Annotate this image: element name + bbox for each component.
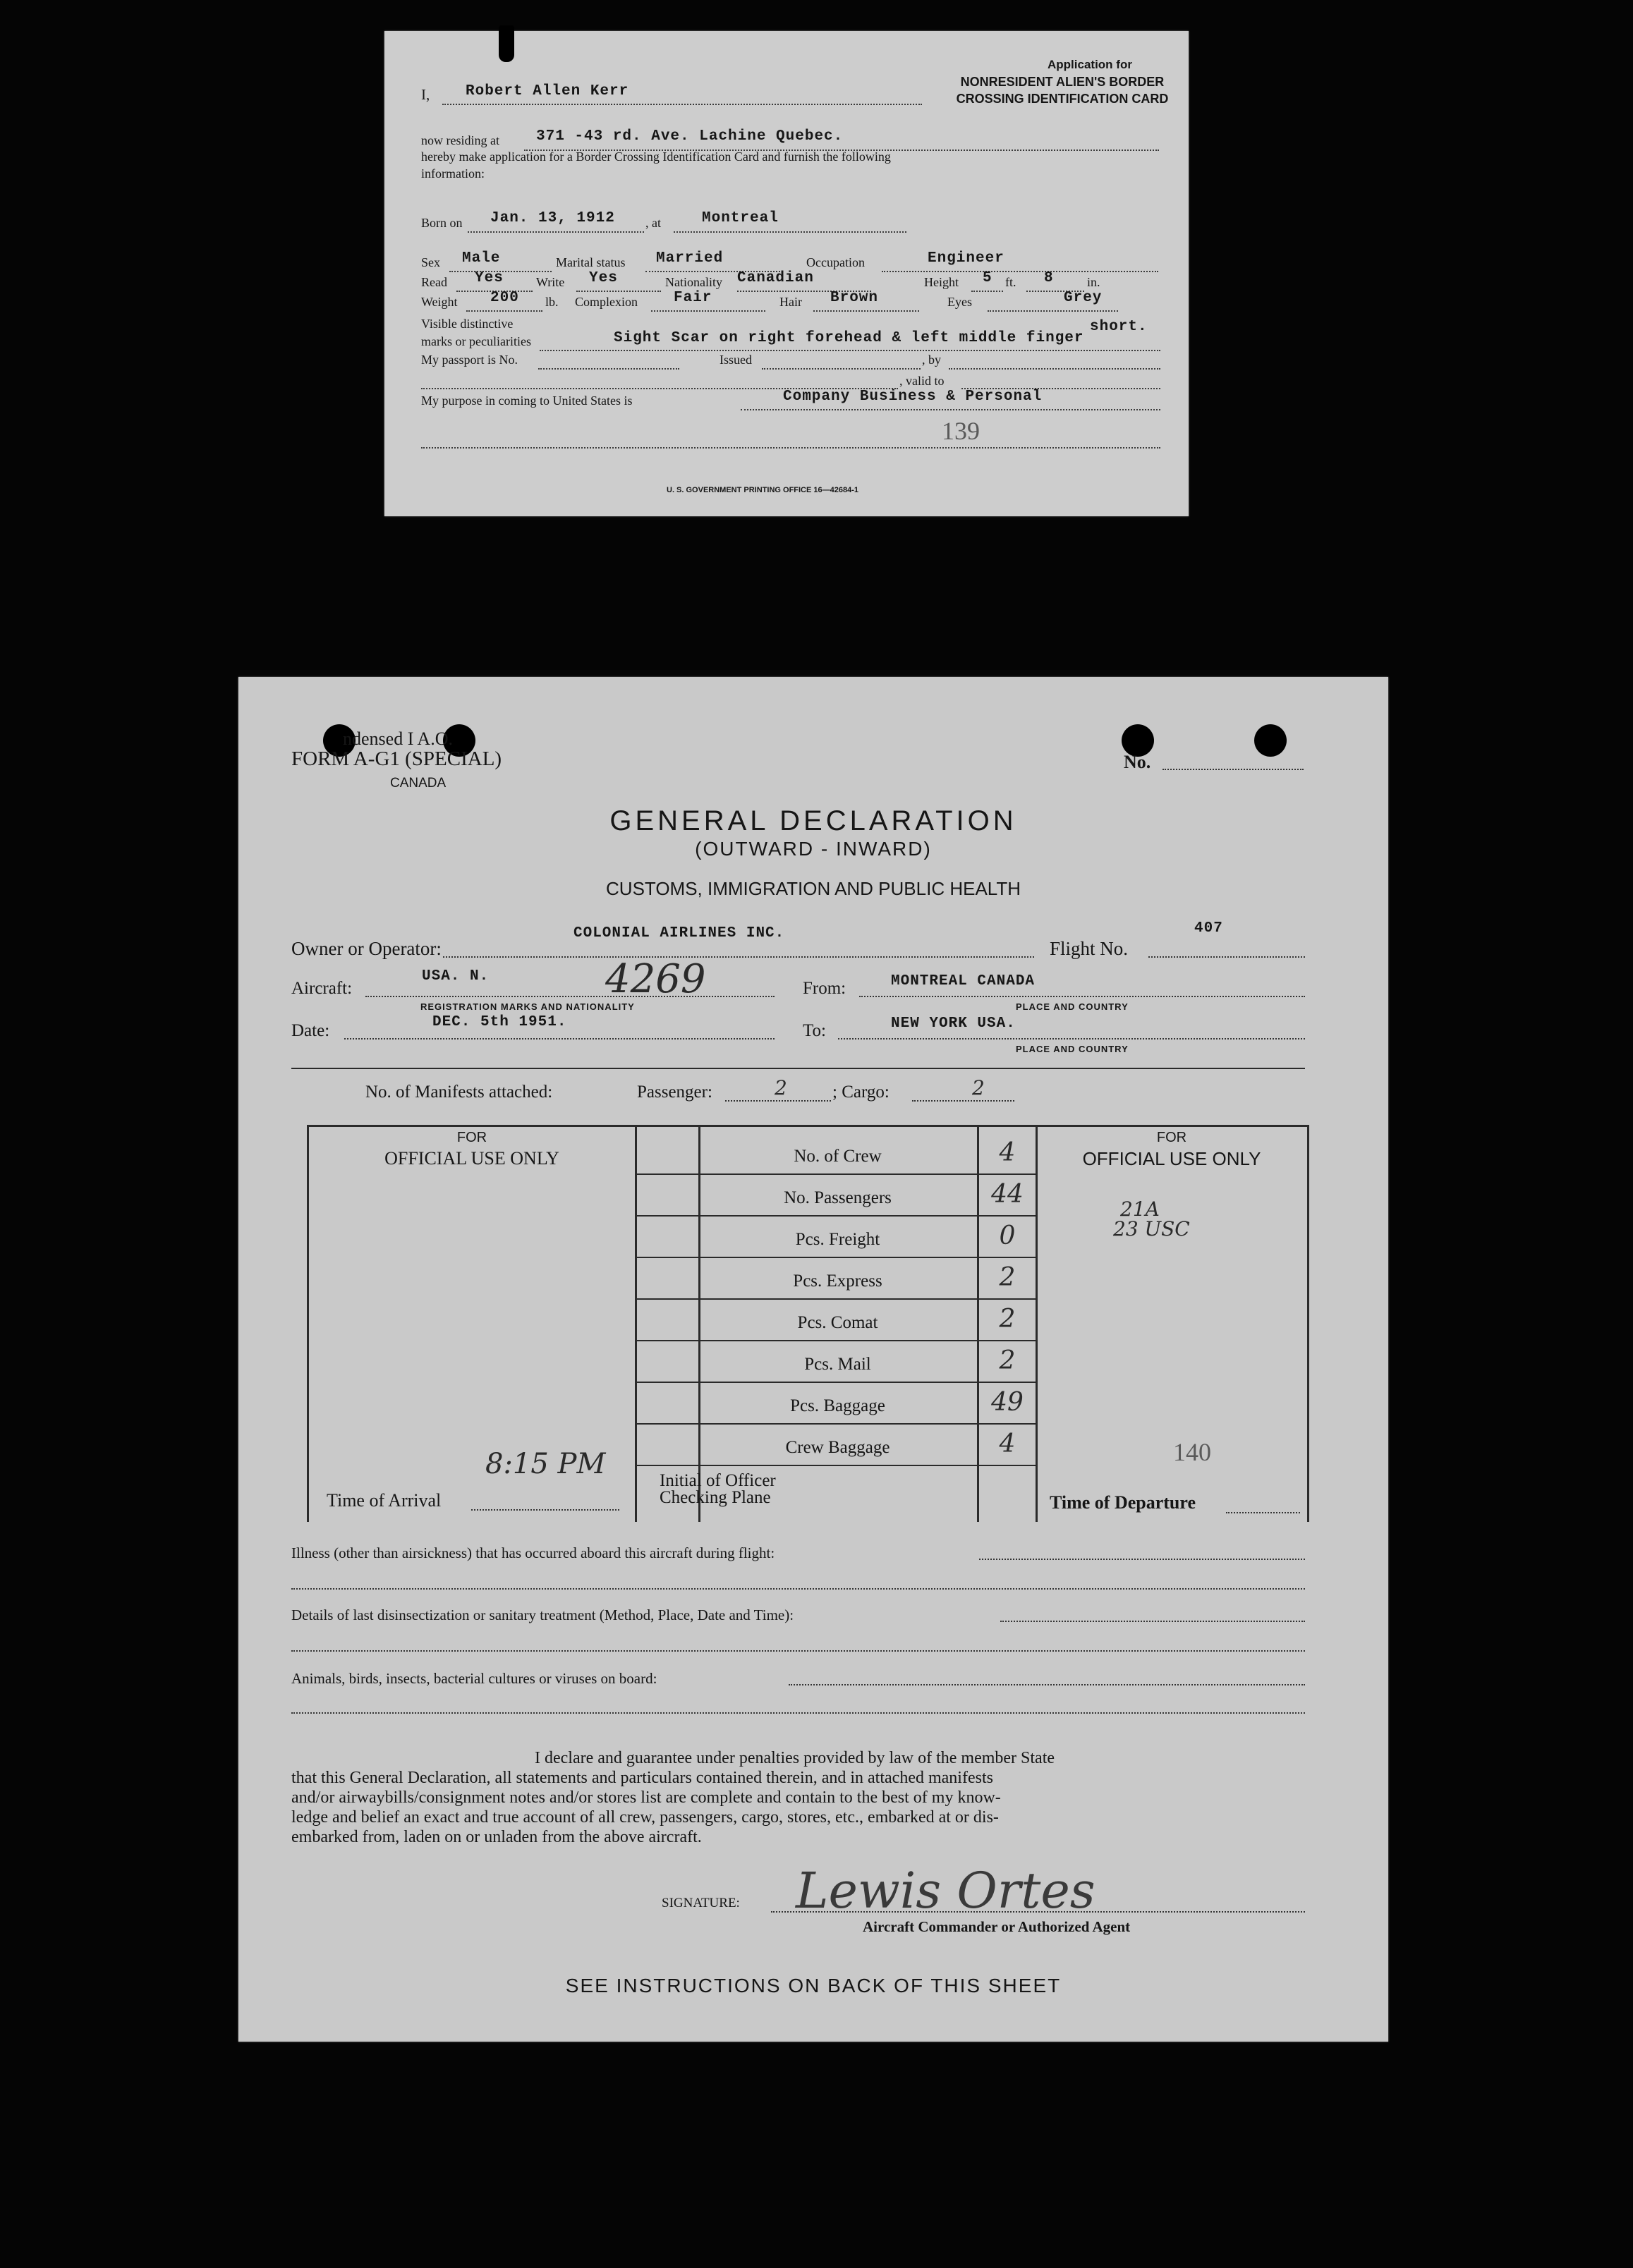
residing-label: now residing at xyxy=(421,133,499,147)
general-declaration-form xyxy=(238,677,1388,2042)
right-for-label: FOR xyxy=(1156,1130,1187,1145)
visible-label-1: Visible distinctive xyxy=(421,317,514,331)
read-value: Yes xyxy=(475,270,504,286)
marital-label: Marital status xyxy=(556,255,626,269)
disinsect-label: Details of last disinsectization or sanitary treatment (Method, Place, Date and Time): xyxy=(291,1606,794,1623)
right-note-2: 23 USC xyxy=(1113,1217,1190,1240)
section-title: CUSTOMS, IMMIGRATION AND PUBLIC HEALTH xyxy=(606,878,1021,899)
weight-value: 200 xyxy=(490,290,519,306)
declaration-line-2: that this General Declaration, all statements and particulars contained therein, and in attached manifests xyxy=(291,1769,993,1787)
row-rule xyxy=(637,1423,1036,1425)
row-rule xyxy=(637,1340,1036,1341)
manifests-label: No. of Manifests attached: xyxy=(365,1083,553,1102)
applicant-name: Robert Allen Kerr xyxy=(466,83,629,99)
statement-line2: information: xyxy=(421,166,485,181)
clip-mark xyxy=(499,25,514,62)
cargo-value: 2 xyxy=(972,1076,985,1099)
from-label: From: xyxy=(803,979,846,998)
marital-value: Married xyxy=(656,250,724,267)
visible-label-2: marks or peculiarities xyxy=(421,334,531,348)
right-official-use: OFFICIAL USE ONLY xyxy=(1082,1148,1261,1169)
manifest-item-value: 44 xyxy=(991,1180,1024,1209)
at-label: , at xyxy=(645,216,661,230)
manifest-item-label: Crew Baggage xyxy=(785,1438,890,1457)
arrival-time-value: 8:15 PM xyxy=(485,1448,606,1480)
manifest-item-value: 49 xyxy=(991,1388,1024,1417)
cargo-label: ; Cargo: xyxy=(832,1083,890,1102)
manifest-item-label: Pcs. Freight xyxy=(795,1230,880,1249)
form-header-line1: ndensed I A.O. xyxy=(343,728,453,749)
manifest-item-label: No. of Crew xyxy=(794,1147,882,1166)
owner-value: COLONIAL AIRLINES INC. xyxy=(573,925,785,941)
owner-label: Owner or Operator: xyxy=(291,938,442,959)
signature: Lewis Ortes xyxy=(796,1862,1095,1920)
to-value: NEW YORK USA. xyxy=(891,1016,1016,1032)
declaration-line-1: I declare and guarantee under penalties provided by law of the member State xyxy=(535,1749,1055,1767)
form-header-line3: CANADA xyxy=(390,776,447,791)
nationality-value: Canadian xyxy=(737,270,814,286)
manifest-item-value: 4 xyxy=(999,1429,1016,1458)
from-value: MONTREAL CANADA xyxy=(891,973,1036,989)
row-rule xyxy=(637,1173,1036,1175)
manifest-item-value: 0 xyxy=(999,1221,1016,1250)
lb-label: lb. xyxy=(545,295,559,309)
card-header-line3: CROSSING IDENTIFICATION CARD xyxy=(956,92,1169,106)
in-label: in. xyxy=(1087,275,1100,289)
right-note-1: 21A xyxy=(1120,1197,1160,1221)
initial-officer-line1: Initial of Officer xyxy=(660,1471,776,1490)
manifest-item-label: Pcs. Comat xyxy=(797,1313,878,1332)
right-stamp-number: 140 xyxy=(1173,1438,1211,1466)
left-for-label: FOR xyxy=(456,1130,487,1145)
marks-extra: short. xyxy=(1090,319,1148,335)
signature-label: SIGNATURE: xyxy=(662,1896,740,1910)
hair-label: Hair xyxy=(779,295,802,309)
card-footer: U. S. GOVERNMENT PRINTING OFFICE 16—42684-1 xyxy=(667,486,859,494)
weight-label: Weight xyxy=(421,295,458,309)
birth-place: Montreal xyxy=(702,210,779,226)
birth-date: Jan. 13, 1912 xyxy=(490,210,615,226)
ft-label: ft. xyxy=(1005,275,1016,289)
form-header-line2: FORM A-G1 (SPECIAL) xyxy=(291,748,502,770)
passenger-value: 2 xyxy=(775,1076,787,1099)
left-official-use: OFFICIAL USE ONLY xyxy=(384,1148,559,1169)
sex-label: Sex xyxy=(421,255,440,269)
flight-label: Flight No. xyxy=(1050,938,1129,959)
place-caption-from: PLACE AND COUNTRY xyxy=(1016,1001,1129,1012)
no-label: No. xyxy=(1124,752,1151,772)
manifest-item-value: 2 xyxy=(999,1263,1016,1292)
flight-value: 407 xyxy=(1194,920,1223,937)
initial-officer-line2: Checking Plane xyxy=(660,1488,771,1507)
manifest-item-label: Pcs. Express xyxy=(793,1272,882,1291)
eyes-label: Eyes xyxy=(947,295,972,309)
manifest-item-value: 4 xyxy=(999,1138,1016,1167)
card-header-line1: Application for xyxy=(1048,58,1132,71)
illness-label: Illness (other than airsickness) that has occurred aboard this aircraft during flight: xyxy=(291,1544,775,1561)
write-label: Write xyxy=(536,275,565,289)
place-caption-to: PLACE AND COUNTRY xyxy=(1016,1044,1129,1054)
registration-caption: REGISTRATION MARKS AND NATIONALITY xyxy=(420,1001,635,1012)
read-label: Read xyxy=(421,275,447,289)
passenger-label: Passenger: xyxy=(637,1083,712,1102)
row-rule xyxy=(637,1465,1036,1466)
issued-label: Issued xyxy=(720,353,752,367)
form-footer: SEE INSTRUCTIONS ON BACK OF THIS SHEET xyxy=(565,1975,1062,1996)
marks-value: Sight Scar on right forehead & left middle finger xyxy=(614,330,1084,346)
height-label: Height xyxy=(924,275,959,289)
occupation-value: Engineer xyxy=(928,250,1004,267)
write-value: Yes xyxy=(589,270,618,286)
aircraft-number: 4269 xyxy=(605,956,706,1002)
manifest-item-label: Pcs. Baggage xyxy=(790,1396,885,1415)
occupation-label: Occupation xyxy=(806,255,865,269)
manifest-table xyxy=(307,1125,1309,1522)
purpose-value: Company Business & Personal xyxy=(783,389,1043,405)
manifest-item-label: Pcs. Mail xyxy=(804,1355,871,1374)
born-label: Born on xyxy=(421,216,463,230)
animals-label: Animals, birds, insects, bacterial cultures or viruses on board: xyxy=(291,1670,657,1687)
aircraft-prefix: USA. N. xyxy=(422,968,490,984)
date-value: DEC. 5th 1951. xyxy=(432,1014,567,1030)
declaration-line-3: and/or airwaybills/consignment notes and/or stores list are complete and contain to the best of my know- xyxy=(291,1788,1001,1807)
manifest-item-value: 2 xyxy=(999,1305,1016,1334)
declaration-line-4: ledge and belief an exact and true account of all crew, passengers, cargo, stores, etc., embarked at or dis- xyxy=(291,1808,999,1827)
statement-line1: hereby make application for a Border Crossing Identification Card and furnish the following xyxy=(421,150,891,164)
address-value: 371 -43 rd. Ave. Lachine Quebec. xyxy=(536,128,844,145)
declaration-line-5: embarked from, laden on or unladen from the above aircraft. xyxy=(291,1828,702,1846)
height-in-value: 8 xyxy=(1044,270,1054,286)
by-label: , by xyxy=(922,353,941,367)
passport-label: My passport is No. xyxy=(421,353,518,367)
hair-value: Brown xyxy=(830,290,879,306)
punch-hole xyxy=(1254,724,1287,757)
row-rule xyxy=(637,1382,1036,1383)
manifest-item-label: No. Passengers xyxy=(784,1188,892,1207)
form-title: GENERAL DECLARATION xyxy=(609,805,1017,836)
valid-label: , valid to xyxy=(899,374,945,388)
signature-caption: Aircraft Commander or Authorized Agent xyxy=(863,1918,1131,1935)
row-rule xyxy=(637,1298,1036,1300)
height-ft-value: 5 xyxy=(983,270,992,286)
time-of-departure-label: Time of Departure xyxy=(1050,1492,1196,1513)
row-rule xyxy=(637,1215,1036,1217)
complexion-label: Complexion xyxy=(575,295,638,309)
sex-value: Male xyxy=(462,250,501,267)
i-label: I, xyxy=(421,86,430,103)
aircraft-label: Aircraft: xyxy=(291,979,353,998)
form-subtitle: (OUTWARD - INWARD) xyxy=(695,838,932,860)
stamp-number: 139 xyxy=(942,417,980,445)
purpose-label: My purpose in coming to United States is xyxy=(421,394,633,408)
border-crossing-card xyxy=(384,31,1189,516)
time-of-arrival-label: Time of Arrival xyxy=(327,1490,442,1511)
nationality-label: Nationality xyxy=(665,275,722,289)
date-label: Date: xyxy=(291,1021,330,1040)
row-rule xyxy=(637,1257,1036,1258)
card-header-line2: NONRESIDENT ALIEN'S BORDER xyxy=(960,75,1165,89)
to-label: To: xyxy=(803,1021,826,1040)
complexion-value: Fair xyxy=(674,290,712,306)
manifest-item-value: 2 xyxy=(999,1346,1016,1375)
eyes-value: Grey xyxy=(1064,290,1103,306)
